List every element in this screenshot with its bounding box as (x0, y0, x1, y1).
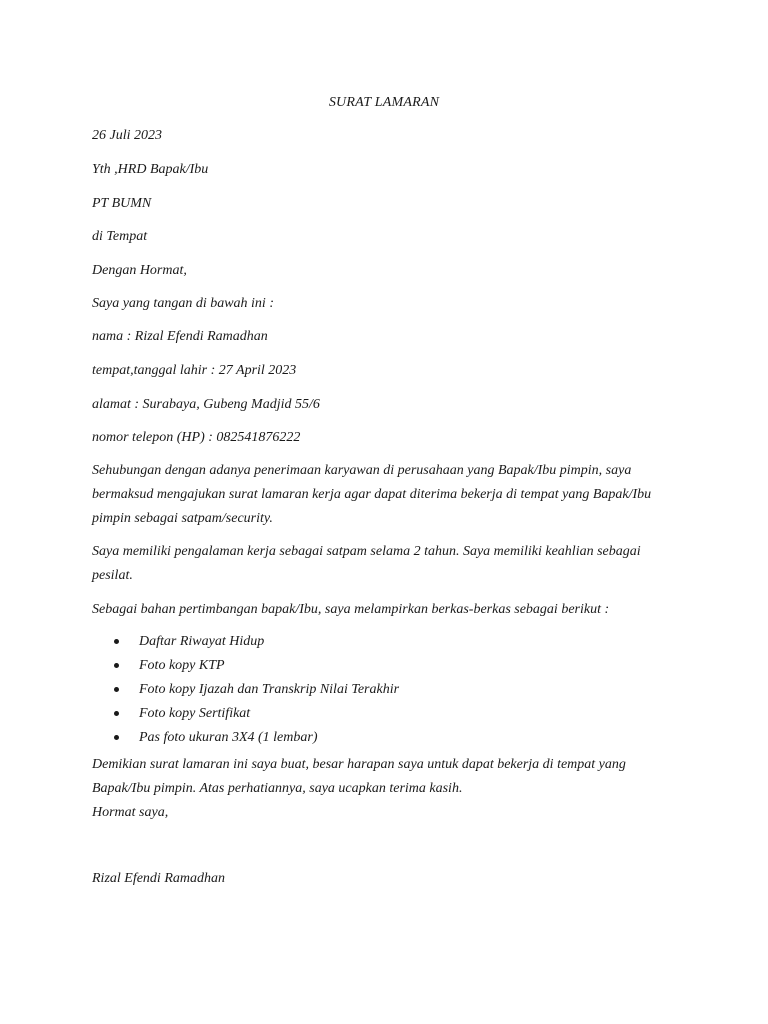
bullet-icon (114, 711, 119, 716)
bullet-icon (114, 663, 119, 668)
attachment-list (92, 633, 399, 753)
attachment-label: Pas foto ukuran 3X4 (1 lembar) (139, 730, 318, 745)
list-item (92, 729, 399, 753)
paragraph-closing: Demikian surat lamaran ini saya buat, besar harapan saya untuk dapat bekerja di tempat yang Bapak/Ibu pimpin. Atas perhatiannya, saya ucapkan terima kasih. (92, 757, 626, 796)
intro-line: Saya yang tangan di bawah ini : (92, 296, 274, 311)
letter-title: SURAT LAMARAN (328, 95, 440, 110)
bullet-icon (114, 687, 119, 692)
recipient-line-1: Yth ,HRD Bapak/Ibu (92, 162, 209, 177)
paragraph-attachments-intro: Sebagai bahan pertimbangan bapak/Ibu, saya melampirkan berkas-berkas sebagai berikut : (92, 602, 610, 617)
bullet-icon (114, 735, 119, 740)
signatory-name: Rizal Efendi Ramadhan (92, 871, 225, 886)
attachment-label: Foto kopy KTP (139, 658, 225, 673)
recipient-line-3: di Tempat (92, 229, 148, 244)
recipient-line-2: PT BUMN (92, 196, 152, 211)
attachment-label: Foto kopy Ijazah dan Transkrip Nilai Terakhir (139, 682, 400, 697)
paragraph-experience: Saya memiliki pengalaman kerja sebagai satpam selama 2 tahun. Saya memiliki keahlian sebagai pesilat. (92, 544, 641, 583)
greeting: Dengan Hormat, (92, 263, 187, 278)
paragraph-application: Sehubungan dengan adanya penerimaan karyawan di perusahaan yang Bapak/Ibu pimpin, saya bermaksud mengajukan surat lamaran kerja agar dapat diterima bekerja di tempat yang Bapak/Ibu pimpin sebagai satpam/security. (92, 463, 652, 526)
list-item (92, 705, 399, 729)
field-birth: tempat,tanggal lahir : 27 April 2023 (92, 363, 297, 378)
field-name: nama : Rizal Efendi Ramadhan (92, 329, 268, 344)
attachment-label: Daftar Riwayat Hidup (139, 634, 265, 649)
list-item (92, 657, 399, 681)
letter-date: 26 Juli 2023 (92, 128, 162, 143)
attachment-label: Foto kopy Sertifikat (139, 706, 251, 721)
list-item (92, 681, 399, 705)
field-address: alamat : Surabaya, Gubeng Madjid 55/6 (92, 397, 320, 412)
sign-off: Hormat saya, (92, 805, 169, 820)
list-item (92, 633, 399, 657)
field-phone: nomor telepon (HP) : 082541876222 (92, 430, 301, 445)
bullet-icon (114, 639, 119, 644)
